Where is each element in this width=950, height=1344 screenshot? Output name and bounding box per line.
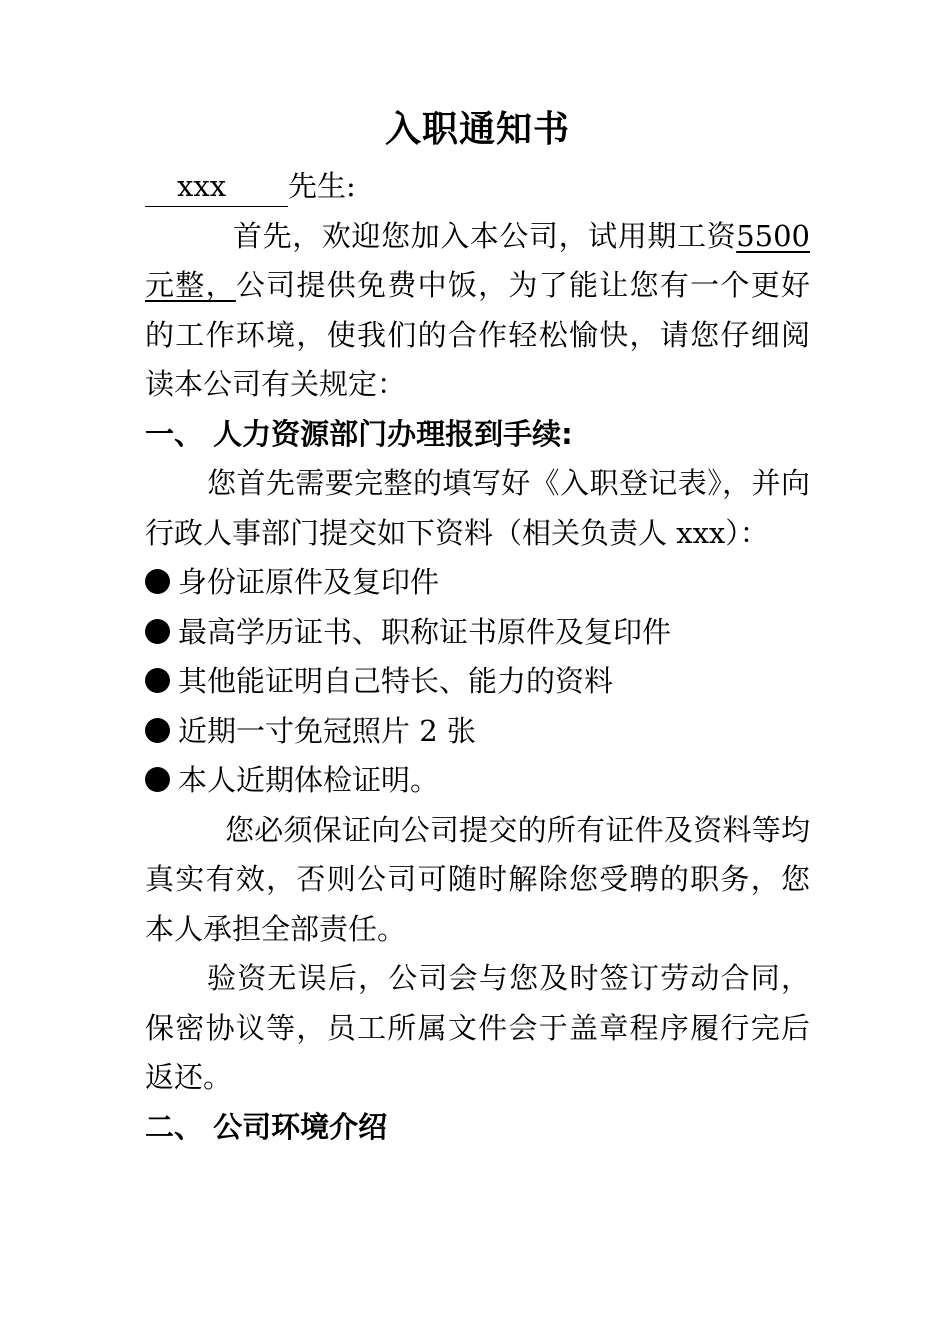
salutation	[145, 162, 810, 212]
intro-prefix: 首先，欢迎您加入本公司，试用期工资	[233, 218, 737, 253]
bullet-icon	[145, 767, 170, 792]
document-title: 入职通知书	[384, 109, 570, 150]
bullet-icon	[145, 569, 170, 594]
section1-contract: 验资无误后，公司会与您及时签订劳动合同，保密协议等，员工所属文件会于盖章程序履行完后返还。	[145, 961, 810, 1094]
intro-paragraph	[145, 212, 810, 410]
salutation-suffix: 先生:	[288, 169, 356, 203]
list-item: 最高学历证书、职称证书原件及复印件	[145, 608, 810, 658]
list-item: 本人近期体检证明。	[145, 756, 810, 806]
bullet-icon	[145, 668, 170, 693]
bullet-icon	[145, 718, 170, 743]
document-page	[145, 98, 810, 1152]
section1-heading: 一、 人力资源部门办理报到手续:	[145, 416, 573, 451]
recipient-name: xxx	[145, 166, 288, 207]
salary-text: 5500 元整，	[145, 218, 810, 302]
document-list	[145, 558, 810, 806]
list-item: 身份证原件及复印件	[145, 558, 810, 608]
intro-suffix: 公司提供免费中饭，为了能让您有一个更好的工作环境，使我们的合作轻松愉快，请您仔细阅读本公司有关规定：	[145, 268, 810, 401]
section1-intro: 您首先需要完整的填写好《入职登记表》，并向行政人事部门提交如下资料（相关负责人 xxx）：	[145, 466, 810, 550]
bullet-icon	[145, 619, 170, 644]
section1-note: 您必须保证向公司提交的所有证件及资料等均真实有效，否则公司可随时解除您受聘的职务，您本人承担全部责任。	[145, 812, 810, 946]
list-item: 其他能证明自己特长、能力的资料	[145, 657, 810, 707]
list-item: 近期一寸免冠照片 2 张	[145, 707, 810, 757]
section2-heading: 二、 公司环境介绍	[145, 1109, 388, 1144]
